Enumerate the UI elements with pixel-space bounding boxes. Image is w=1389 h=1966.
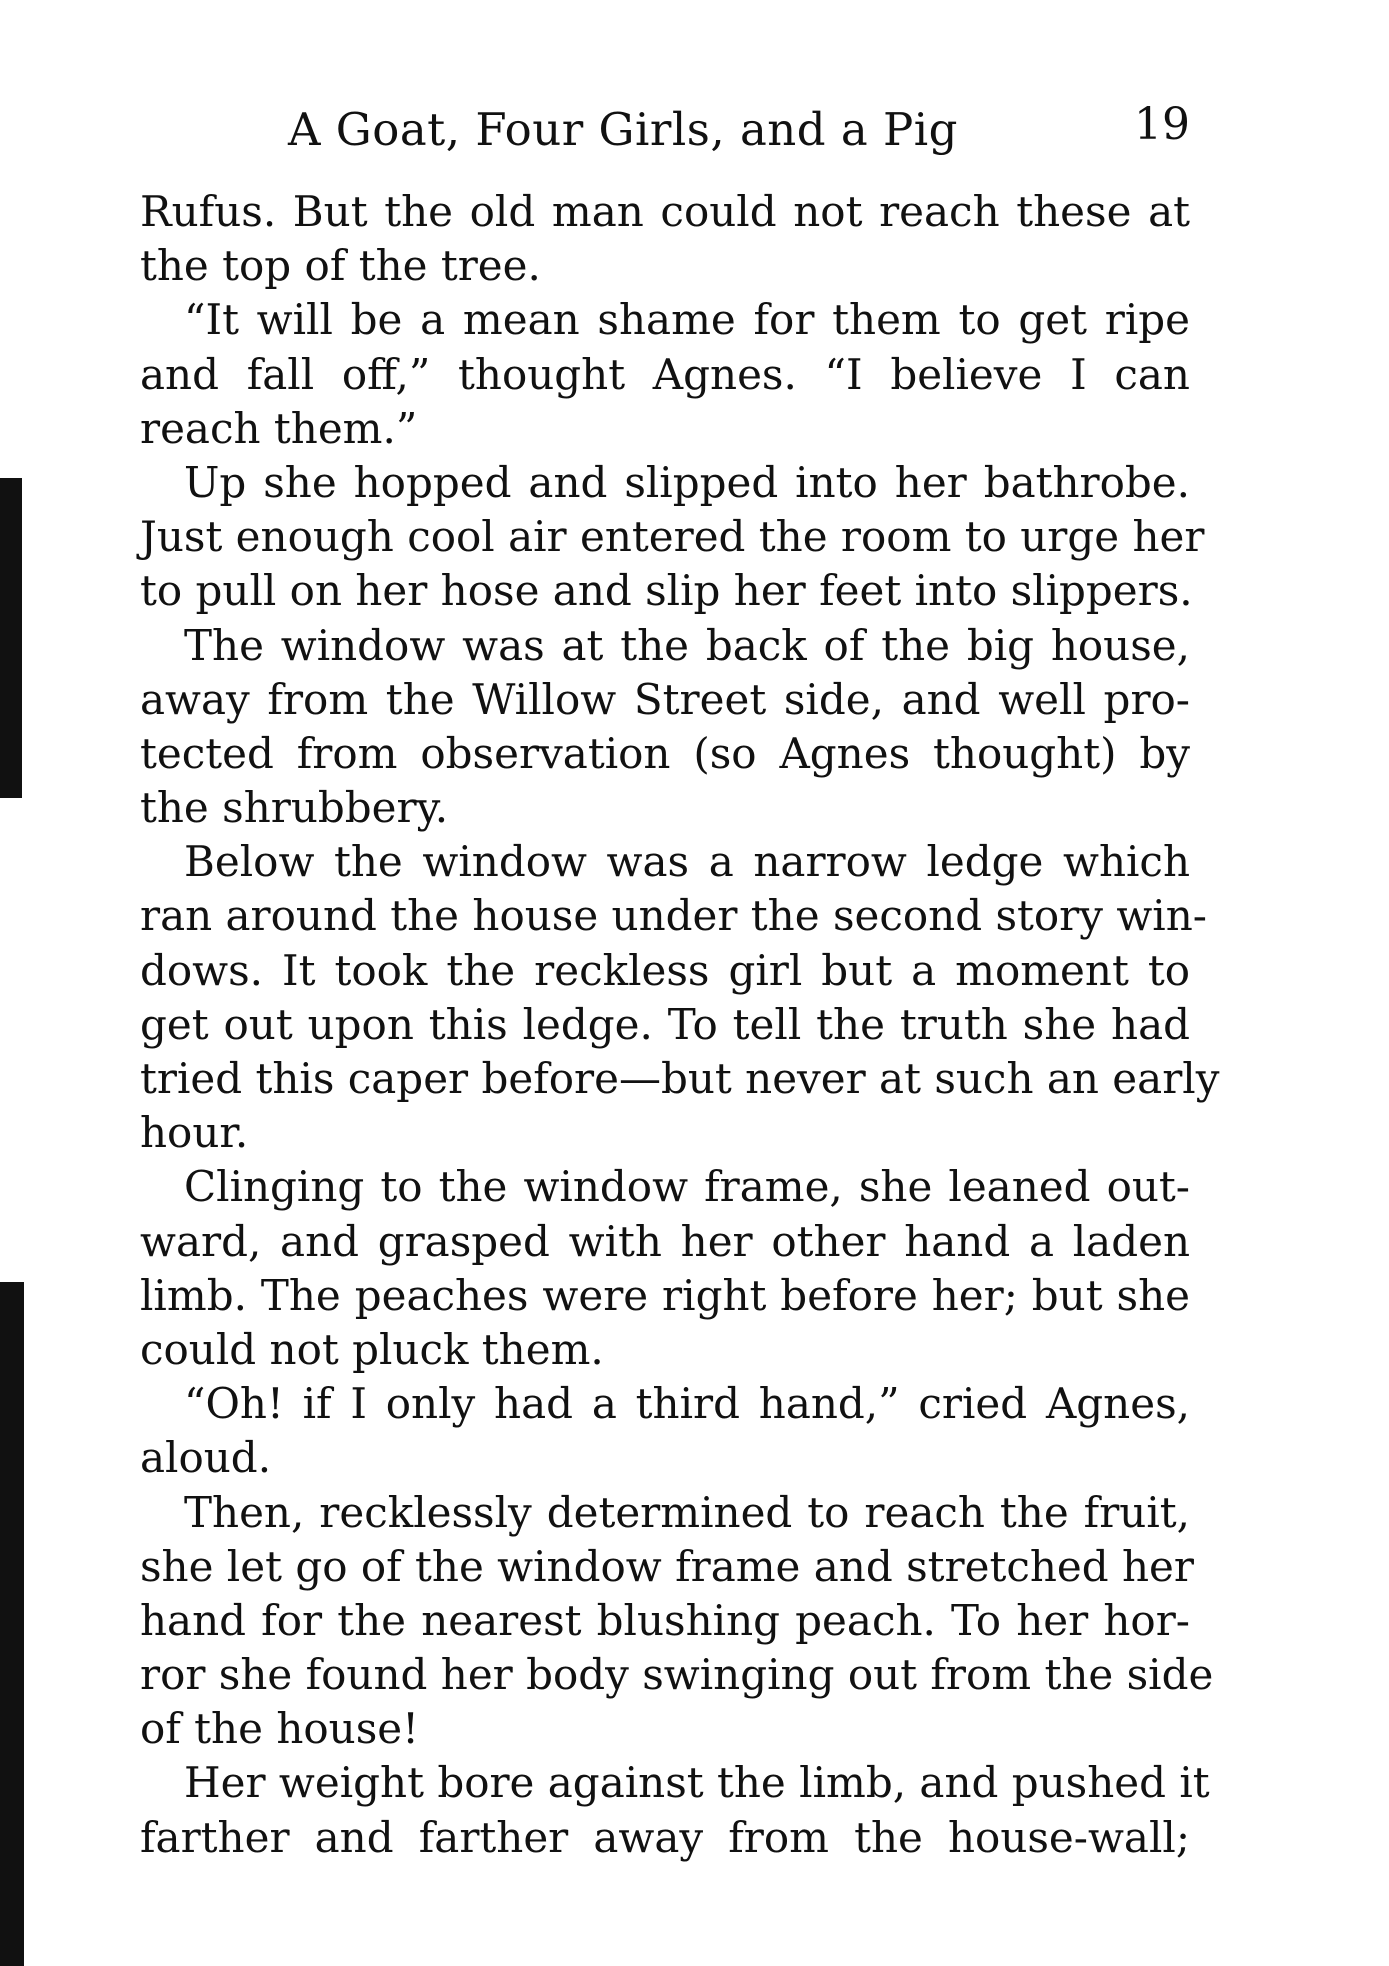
text-line: dows. It took the reckless girl but a moment to (140, 945, 1190, 995)
text-line: tried this caper before—but never at such an early (140, 1054, 1220, 1103)
text-line: hour. (140, 1108, 249, 1158)
text-line: Clinging to the window frame, she leaned out- (184, 1162, 1190, 1212)
text-line: and fall off,” thought Agnes. “I believe I can (140, 349, 1190, 399)
scan-edge-mark (0, 1282, 24, 1966)
text-line: away from the Willow Street side, and well pro- (140, 674, 1190, 724)
scan-edge-mark (0, 478, 22, 798)
text-line: tected from observation (so Agnes thought) by (140, 728, 1190, 778)
running-title: A Goat, Four Girls, and a Pig (288, 103, 958, 156)
text-line: Below the window was a narrow ledge which (184, 837, 1190, 887)
text-line: to pull on her hose and slip her feet into slippers. (140, 566, 1193, 616)
text-line: the shrubbery. (140, 783, 449, 833)
text-line: The window was at the back of the big house, (184, 620, 1190, 670)
text-line: “It will be a mean shame for them to get ripe (184, 295, 1190, 345)
text-line: of the house! (140, 1704, 419, 1754)
text-line: she let go of the window frame and stretched her (140, 1541, 1194, 1591)
text-line: hand for the nearest blushing peach. To her hor- (140, 1595, 1190, 1645)
text-line: limb. The peaches were right before her; but she (140, 1270, 1190, 1320)
text-line: could not pluck them. (140, 1324, 604, 1374)
text-line: ran around the house under the second story win- (140, 891, 1207, 941)
text-line: “Oh! if I only had a third hand,” cried Agnes, (184, 1379, 1190, 1429)
text-line: farther and farther away from the house-wall; (140, 1812, 1190, 1862)
text-line: Up she hopped and slipped into her bathrobe. (184, 457, 1190, 507)
text-line: get out upon this ledge. To tell the truth she had (140, 999, 1190, 1049)
text-line: the top of the tree. (140, 241, 541, 291)
text-line: aloud. (140, 1433, 272, 1483)
text-line: Then, recklessly determined to reach the fruit, (184, 1487, 1190, 1537)
text-line: Her weight bore against the limb, and pushed it (184, 1758, 1210, 1808)
text-line: ward, and grasped with her other hand a laden (140, 1216, 1190, 1266)
page-number: 19 (1134, 99, 1190, 150)
body-text (140, 185, 1220, 1865)
text-line: reach them.” (140, 403, 418, 453)
page-header (140, 95, 1190, 175)
text-line: Just enough cool air entered the room to urge her (140, 512, 1205, 562)
text-line: Rufus. But the old man could not reach these at (140, 187, 1190, 236)
text-line: ror she found her body swinging out from the side (140, 1650, 1214, 1700)
